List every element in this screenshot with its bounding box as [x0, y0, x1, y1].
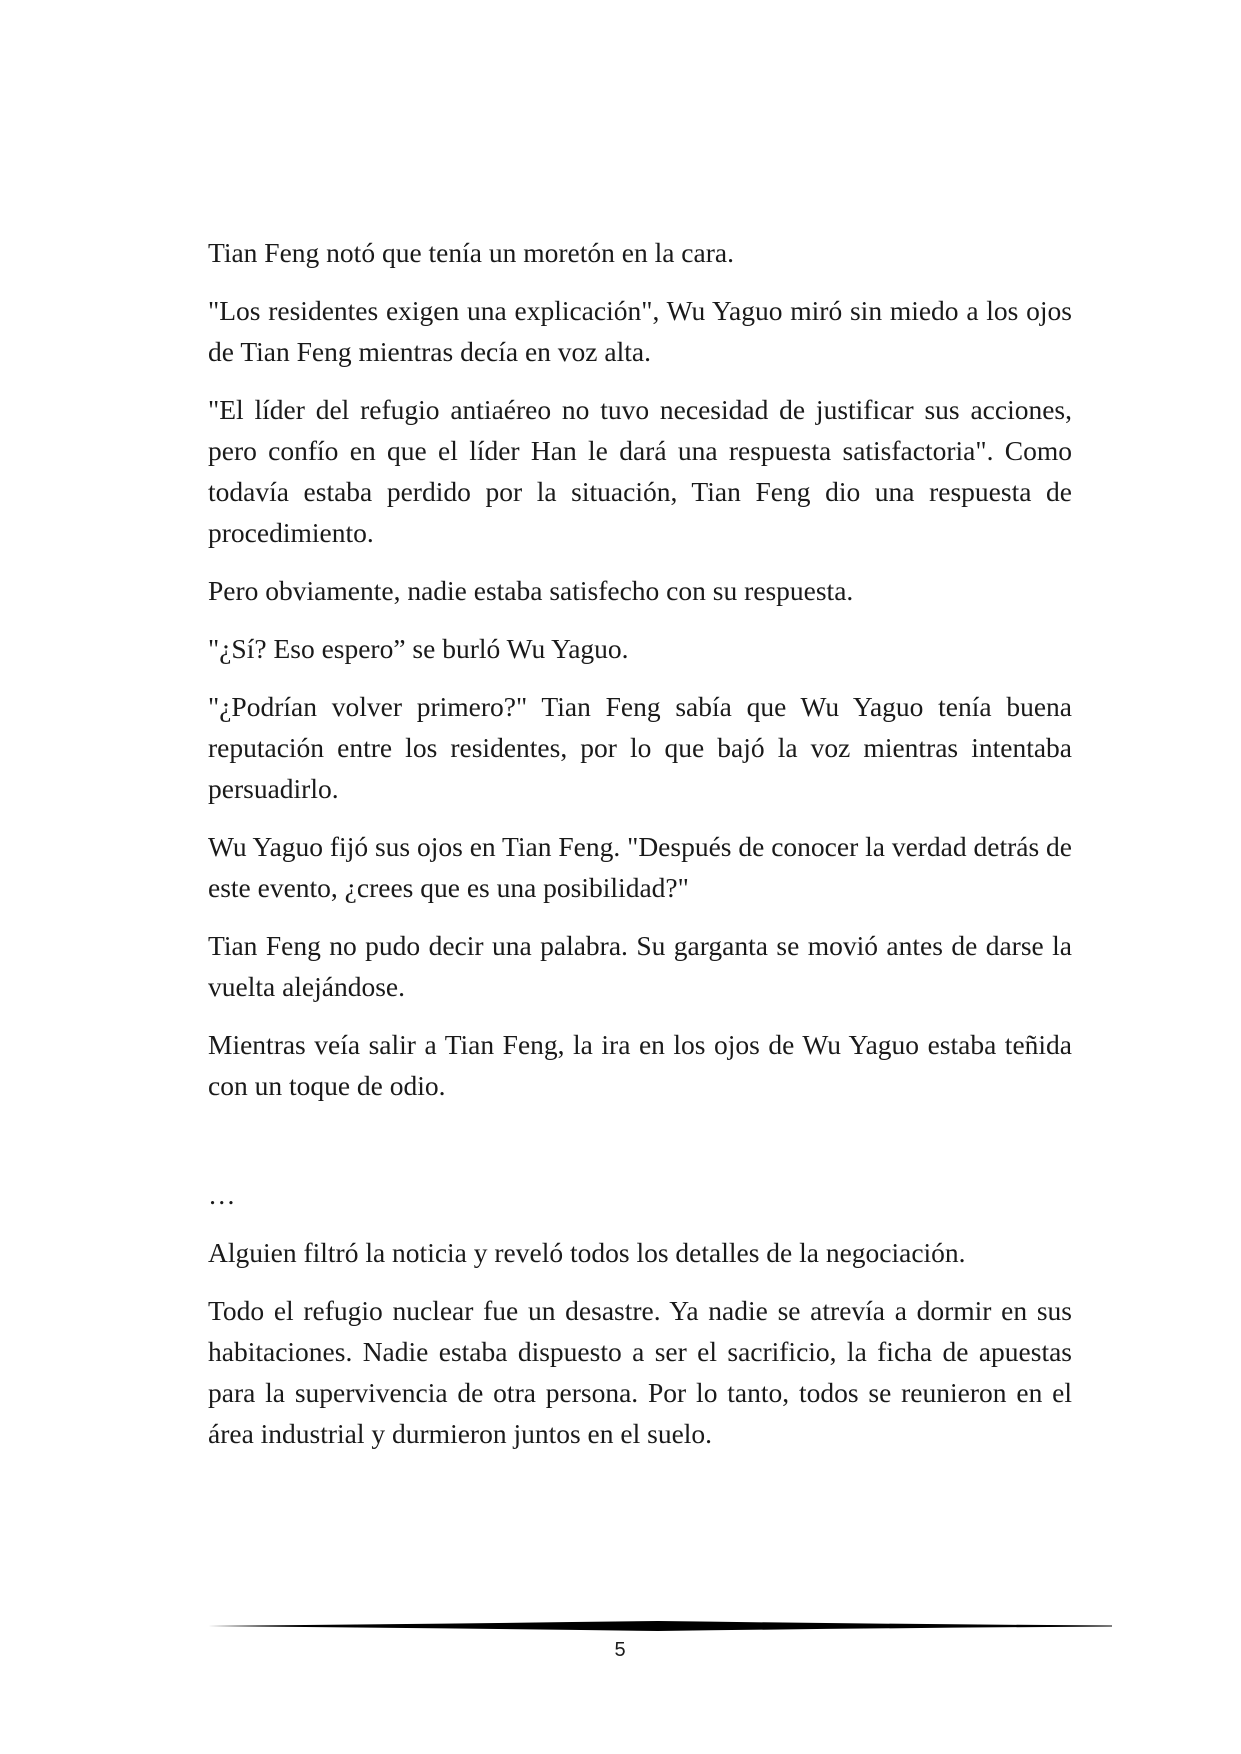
body-text [208, 232, 1072, 1471]
paragraph: Tian Feng notó que tenía un moretón en la cara. [208, 237, 734, 268]
paragraph: Alguien filtró la noticia y reveló todos los detalles de la negociación. [208, 1237, 966, 1268]
paragraph: "Los residentes exigen una explicación", Wu Yaguo miró sin miedo a los ojos de Tian Feng mientras decía en voz alta. [208, 295, 1072, 367]
footer-rule-shape [208, 1621, 1112, 1631]
footer-rule [208, 1619, 1112, 1633]
paragraph: Wu Yaguo fijó sus ojos en Tian Feng. "Después de conocer la verdad detrás de este evento, ¿crees que es una posibilidad?" [208, 831, 1073, 903]
paragraph: "¿Sí? Eso espero” se burló Wu Yaguo. [208, 633, 629, 664]
paragraph: Tian Feng no pudo decir una palabra. Su garganta se movió antes de darse la vuelta alejándose. [208, 930, 1072, 1002]
paragraph: Mientras veía salir a Tian Feng, la ira en los ojos de Wu Yaguo estaba teñida con un toque de odio. [208, 1029, 1072, 1101]
page-number: 5 [614, 1639, 626, 1661]
paragraph: "El líder del refugio antiaéreo no tuvo necesidad de justificar sus acciones, pero confío en que el líder Han le dará una respuesta satisfactoria". Como todavía estaba perdido por la situación, Tian Feng dio una respuesta de procedimiento. [208, 394, 1072, 548]
scene-break: … [208, 1179, 236, 1210]
paragraph: Todo el refugio nuclear fue un desastre. Ya nadie se atrevía a dormir en sus habitaciones. Nadie estaba dispuesto a ser el sacrificio, la ficha de apuestas para la supervivencia de otra persona. Por lo tanto, todos se reunieron en el área industrial y durmieron juntos en el suelo. [208, 1295, 1072, 1449]
paragraph: Pero obviamente, nadie estaba satisfecho con su respuesta. [208, 575, 854, 606]
paragraph: "¿Podrían volver primero?" Tian Feng sabía que Wu Yaguo tenía buena reputación entre los residentes, por lo que bajó la voz mientras intentaba persuadirlo. [208, 691, 1072, 804]
